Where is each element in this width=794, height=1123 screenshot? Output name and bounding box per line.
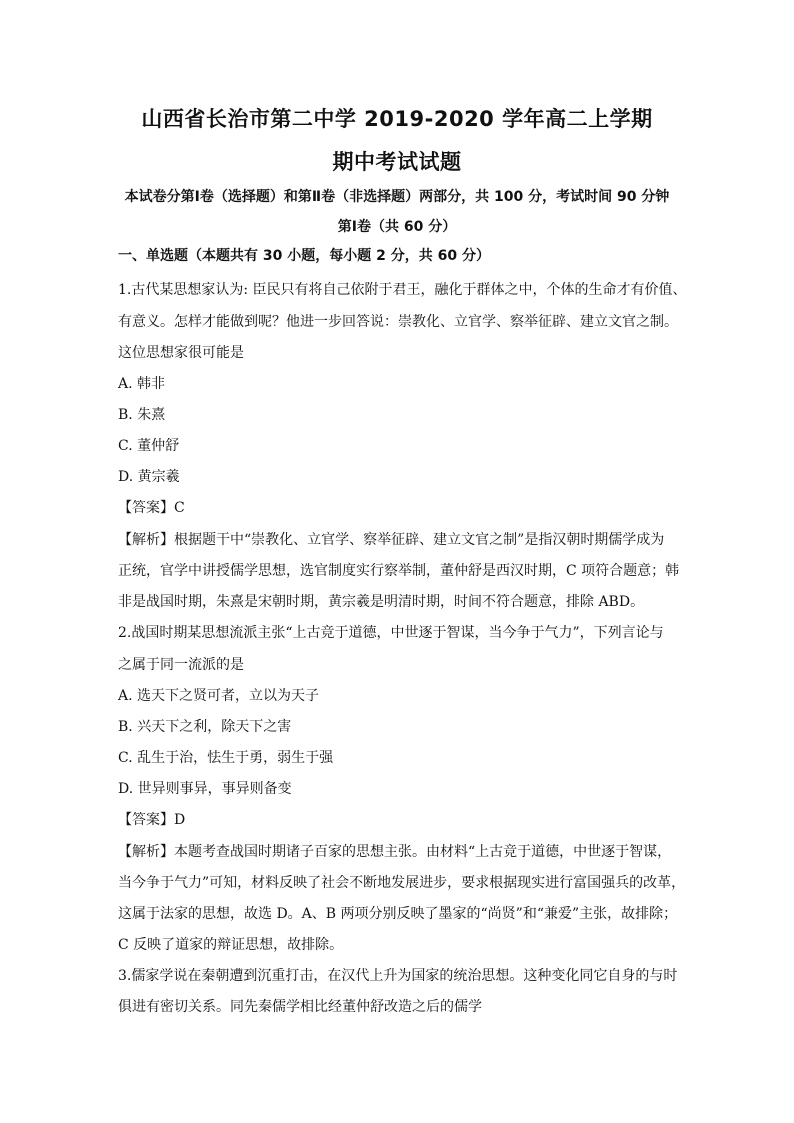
q2-stem-line1: 2.战国时期某思想流派主张“上古竞于道德，中世逐于智谋，当今争于气力”，下列言论与 — [118, 625, 664, 641]
q1-option-d: D. 黄宗羲 — [118, 469, 180, 485]
q1-stem-line3: 这位思想家很可能是 — [118, 345, 244, 361]
q2-analysis-line3: 这属于法家的思想，故选 D。A、B 两项分别反映了墨家的“尚贤”和“兼爱”主张，故排除； — [118, 906, 678, 922]
q1-analysis-line3: 非是战国时期，朱熹是宋朝时期，黄宗羲是明清时期，时间不符合题意，排除 ABD。 — [118, 594, 645, 610]
q1-stem-line1: 1.古代某思想家认为: 臣民只有将自己依附于君王，融化于群体之中，个体的生命才有价值、 — [118, 282, 687, 298]
q2-answer: 【答案】D — [118, 812, 186, 828]
q2-analysis-line1: 【解析】本题考查战国时期诸子百家的思想主张。由材料“上古竞于道德，中世逐于智谋， — [118, 844, 672, 860]
q1-stem-line2: 有意义。怎样才能做到呢？他进一步回答说：崇教化、立官学、察举征辟、建立文官之制。 — [118, 314, 678, 330]
q2-option-b: B. 兴天下之利，除天下之害 — [118, 719, 292, 735]
q2-option-d: D. 世异则事异，事异则备变 — [118, 781, 292, 797]
q2-analysis-line4: C 反映了道家的辩证思想，故排除。 — [118, 937, 344, 953]
q1-answer: 【答案】C — [118, 500, 185, 516]
exam-title-line1: 山西省长治市第二中学 2019-2020 学年高二上学期 — [141, 107, 653, 131]
q2-analysis-line2: 当今争于气力”可知，材料反映了社会不断地发展进步，要求根据现实进行富国强兵的改革， — [118, 875, 686, 891]
part1-title: 第Ⅰ卷（共 60 分） — [337, 219, 457, 235]
q3-stem-line2: 俱进有密切关系。同先秦儒学相比经董仲舒改造之后的儒学 — [118, 999, 482, 1015]
q1-option-a: A. 韩非 — [118, 376, 166, 392]
q3-stem-line1: 3.儒家学说在秦朝遭到沉重打击，在汉代上升为国家的统治思想。这种变化同它自身的与时 — [118, 968, 678, 984]
q2-option-a: A. 选天下之贤可者，立以为天子 — [118, 688, 320, 704]
exam-intro: 本试卷分第Ⅰ卷（选择题）和第Ⅱ卷（非选择题）两部分，共 100 分，考试时间 90 分钟 — [124, 189, 670, 205]
exam-title-line2: 期中考试试题 — [332, 150, 462, 174]
q1-analysis-line2: 正统，官学中讲授儒学思想，选官制度实行察举制，董仲舒是西汉时期，C 项符合题意；韩 — [118, 563, 680, 579]
q2-stem-line2: 之属于同一流派的是 — [118, 657, 244, 673]
q1-option-b: B. 朱熹 — [118, 407, 166, 423]
q2-option-c: C. 乱生于治，怯生于勇，弱生于强 — [118, 750, 334, 766]
section-heading: 一、单选题（本题共有 30 小题，每小题 2 分，共 60 分） — [118, 248, 490, 264]
q1-analysis-line1: 【解析】根据题干中“崇教化、立官学、察举征辟、建立文官之制”是指汉朝时期儒学成为 — [118, 532, 665, 548]
q1-option-c: C. 董仲舒 — [118, 438, 180, 454]
